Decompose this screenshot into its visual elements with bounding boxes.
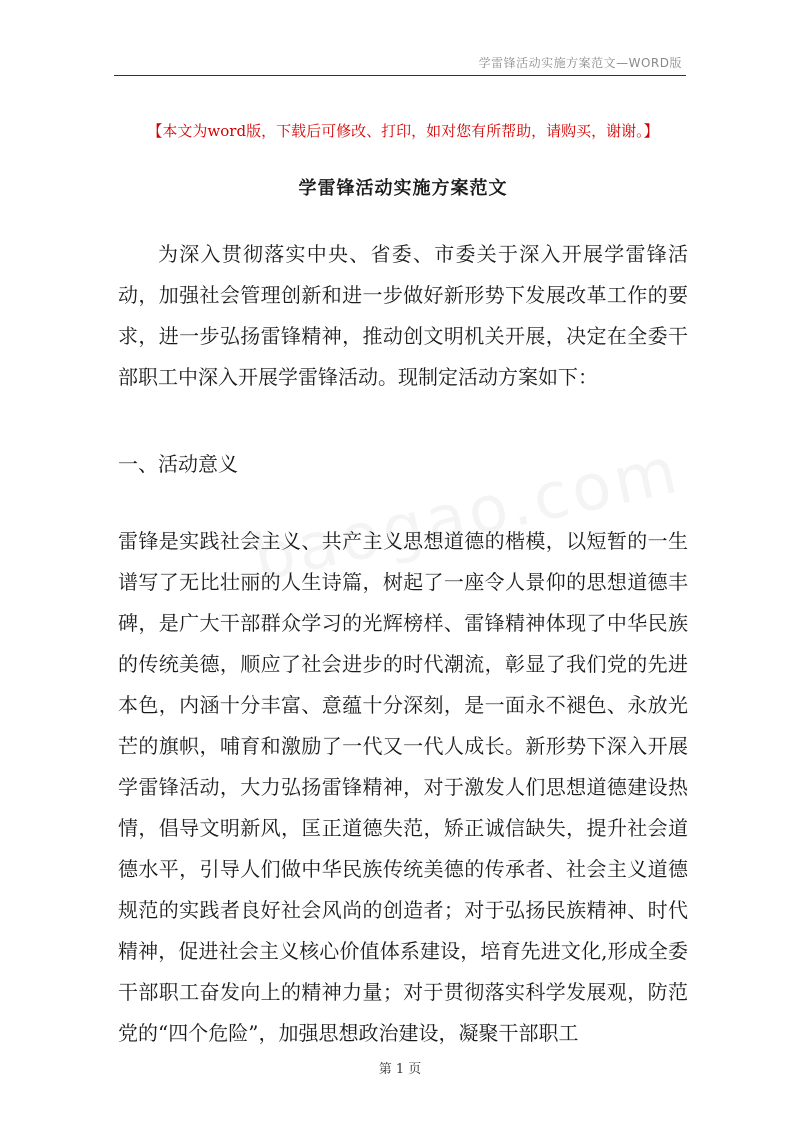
section-paragraph-1: 雷锋是实践社会主义、共产主义思想道德的楷模，以短暂的一生谱写了无比壮丽的人生诗篇，树起了一座令人景仰的思想道德丰碑，是广大干部群众学习的光辉榜样、雷锋精神体现了中华民族的传统美德，顺应了社会进步的时代潮流，彰显了我们党的先进本色，内涵十分丰富、意蕴十分深刻，是一面永不褪色、永放光芒的旗帜，哺育和激励了一代又一代人成长。新形势下深入开展学雷锋活动，大力弘扬雷锋精神，对于激发人们思想道德建设热情，倡导文明新风，匡正道德失范，矫正诚信缺失，提升社会道德水平，引导人们做中华民族传统美德的传承者、社会主义道德规范的实践者良好社会风尚的创造者；对于弘扬民族精神、时代精神，促进社会主义核心价值体系建设，培育先进文化,形成全委干部职工奋发向上的精神力量；对于贯彻落实科学发展观，防范党的“四个危险”，加强思想政治建设，凝聚干部职工: [118, 529, 688, 1045]
running-header: 学雷锋活动实施方案范文—WORD版: [478, 56, 682, 70]
download-notice: 【本文为word版，下载后可修改、打印，如对您有所帮助，请购买，谢谢。】: [147, 122, 659, 140]
page-number: 第 1 页: [378, 1062, 422, 1077]
section-heading-1: 一、活动意义: [118, 452, 238, 476]
header-divider: [114, 75, 686, 76]
document-title: 学雷锋活动实施方案范文: [298, 178, 508, 199]
intro-paragraph: 为深入贯彻落实中央、省委、市委关于深入开展学雷锋活动，加强社会管理创新和进一步做好新形势下发展改革工作的要求，进一步弘扬雷锋精神，推动创文明机关开展，决定在全委干部职工中深入开展学雷锋活动。现制定活动方案如下：: [118, 242, 688, 389]
